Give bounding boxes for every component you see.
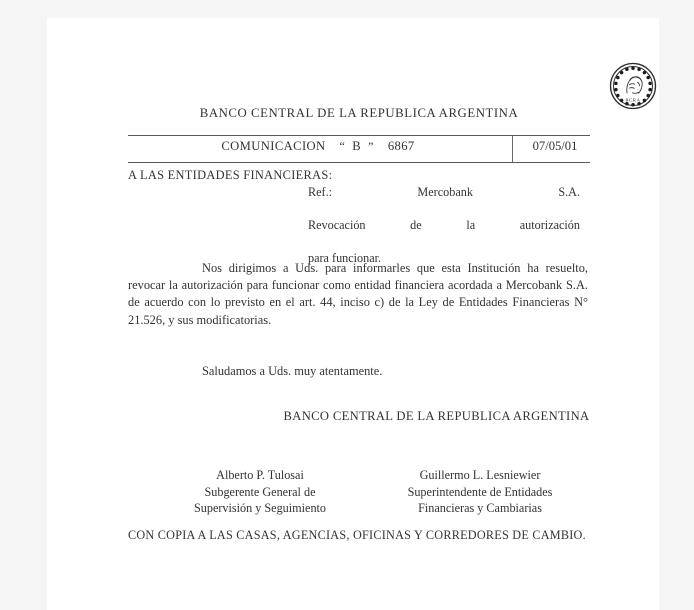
page-title: BANCO CENTRAL DE LA REPUBLICA ARGENTINA <box>199 106 519 120</box>
signatory-left-title-line1: Subgerente General de <box>204 484 316 499</box>
signature-organization: BANCO CENTRAL DE LA REPUBLICA ARGENTINA <box>283 409 590 423</box>
reference-line-3: para funcionar. <box>308 251 382 265</box>
signatory-left-name: Alberto P. Tulosai <box>216 468 304 482</box>
signatories-block <box>150 467 590 517</box>
body-paragraph: Nos dirigimos a Uds. para informarles que esta Institución ha resuelto, revocar la autorización para funcionar como entidad financiera acordada a Mercobank S.A. de acuerdo con lo previsto en el art. 44, inciso c) de la Ley de Entidades Financieras N° 21.526, y sus modificatorias. <box>128 261 588 327</box>
communication-letter: B <box>352 139 362 153</box>
bcra-seal-icon <box>609 62 657 110</box>
communication-open-quote: “ <box>339 139 346 153</box>
svg-text:BCRA: BCRA <box>625 97 641 103</box>
header-rule-top <box>128 135 590 136</box>
signatory-left <box>150 467 370 517</box>
reference-line-2: Revocación de la autorización <box>308 218 580 232</box>
communication-close-quote: ” <box>368 139 374 153</box>
communication-number: 6867 <box>387 139 415 153</box>
signatory-right-title-line2: Financieras y Cambiarias <box>418 501 542 515</box>
closing-line: Saludamos a Uds. muy atentamente. <box>202 364 383 378</box>
signatory-right-name: Guillermo L. Lesniewier <box>419 468 541 482</box>
communication-label: COMUNICACION <box>221 139 326 153</box>
copy-distribution-note: CON COPIA A LAS CASAS, AGENCIAS, OFICINAS Y CORREDORES DE CAMBIO. <box>128 528 586 542</box>
reference-entity: Mercobank <box>417 185 473 199</box>
header-vertical-divider <box>512 136 513 162</box>
signatory-right <box>370 467 590 517</box>
document-page <box>47 18 659 610</box>
reference-entity-suffix: S.A. <box>558 185 580 199</box>
reference-block <box>308 184 580 267</box>
signatory-left-title-line2: Supervisión y Seguimiento <box>193 501 327 515</box>
communication-line <box>128 139 508 154</box>
reference-line-1 <box>308 184 580 217</box>
header-rule-bottom <box>128 162 590 163</box>
reference-label: Ref.: <box>308 185 333 199</box>
addressee-line: A LAS ENTIDADES FINANCIERAS: <box>128 168 333 182</box>
signatory-right-title-line1: Superintendente de Entidades <box>407 484 553 499</box>
communication-date: 07/05/01 <box>532 139 578 153</box>
